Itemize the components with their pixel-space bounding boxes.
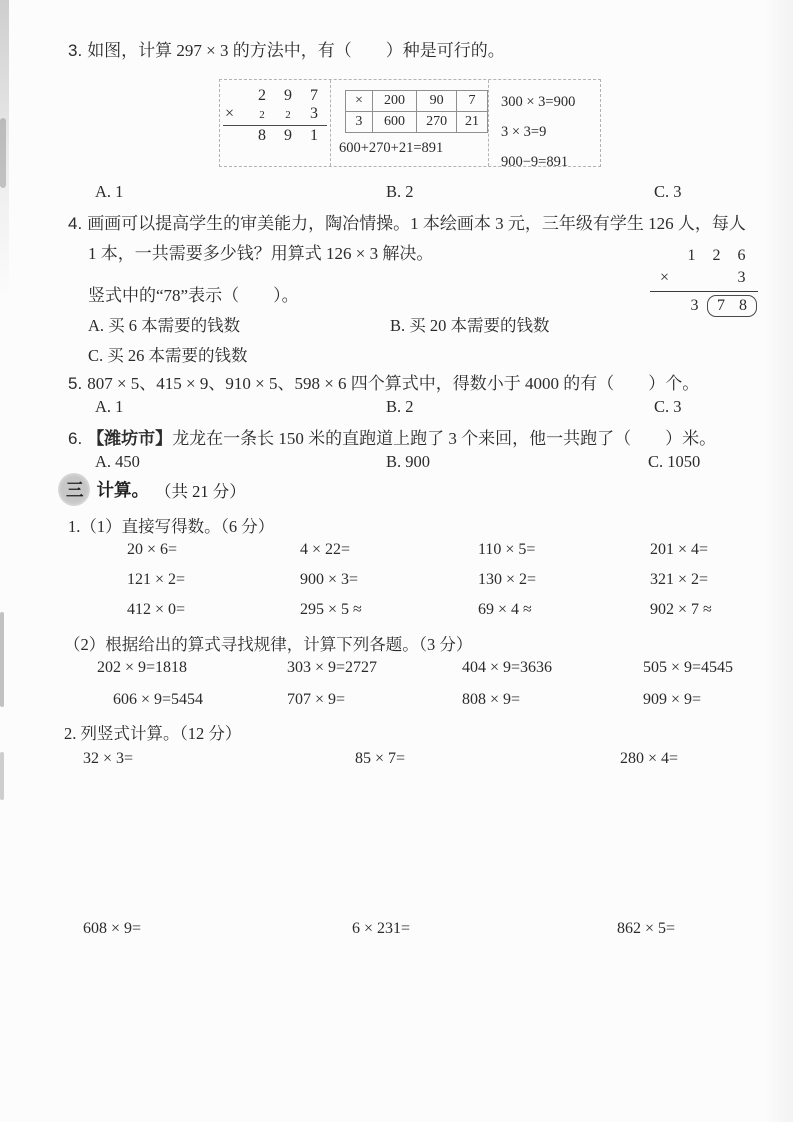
vc-top-row [650, 246, 758, 266]
table-cell: 90 [417, 91, 457, 112]
table-cell: 3 [346, 112, 373, 133]
question-3-text: 如图，计算 297 × 3 的方法中，有（ ）种是可行的。 [87, 41, 505, 60]
digit: 8 [739, 297, 747, 314]
vc-rule [650, 291, 758, 292]
scan-speck [0, 752, 4, 800]
question-5-text: 807 × 5、415 × 9、910 × 5、598 × 6 四个算式中，得数小于 4000 的有（ ）个。 [87, 374, 700, 393]
digit: 2 [258, 87, 266, 104]
carry-digit: 2 [285, 109, 291, 121]
vertical-expr: 280 × 4= [620, 750, 679, 767]
table-cell: 600 [372, 112, 416, 133]
question-6-number: 6. [68, 429, 83, 448]
q3-option-b: B. 2 [386, 182, 414, 201]
pattern-expr: 303 × 9=2727 [287, 659, 378, 676]
digit: 7 [717, 297, 725, 314]
q4-option-a: A. 买 6 本需要的钱数 [88, 316, 241, 335]
q5-option-b: B. 2 [386, 397, 414, 416]
vertical-result-row [223, 125, 327, 145]
question-5-number: 5. [68, 374, 83, 393]
city-tag: 【潍坊市】 [87, 429, 173, 448]
q5-option-c: C. 3 [654, 397, 682, 416]
direct-expr: 20 × 6= [127, 541, 178, 558]
vc-result-row [650, 295, 758, 317]
digit: 9 [284, 87, 292, 104]
estimate-line: 300 × 3=900 [501, 94, 576, 110]
direct-expr: 4 × 22= [300, 541, 351, 558]
direct-expr: 900 × 3= [300, 571, 359, 588]
direct-expr: 321 × 2= [650, 571, 709, 588]
digit: 3 [310, 105, 318, 122]
method-table-panel [331, 80, 489, 166]
scan-speck [0, 612, 4, 707]
vertical-expr: 6 × 231= [352, 920, 411, 937]
vc-multiplier-row [650, 266, 758, 288]
vertical-calc-label: 2. 列竖式计算。（12 分） [64, 724, 242, 743]
section-3-score: （共 21 分） [155, 481, 246, 501]
q4-option-c: C. 买 26 本需要的钱数 [88, 346, 248, 365]
question-6-text: 龙龙在一条长 150 米的直跑道上跑了 3 个来回，他一共跑了（ ）米。 [172, 429, 717, 448]
section-3-marker: 三 [62, 476, 88, 503]
direct-calc-label: 1.（1）直接写得数。（6 分） [68, 517, 275, 536]
q4-vertical-calc [650, 246, 758, 317]
question-3 [68, 36, 505, 61]
method-vertical-panel [220, 80, 331, 166]
pattern-expr: 404 × 9=3636 [462, 659, 553, 676]
section-3-header [62, 476, 246, 503]
direct-expr: 69 × 4 ≈ [478, 601, 532, 618]
digit: 6 [737, 247, 746, 264]
question-5 [68, 369, 699, 394]
digit: 9 [284, 127, 292, 144]
partial-products-sum: 600+270+21=891 [339, 140, 444, 156]
table-cell: × [346, 91, 373, 112]
q5-option-a: A. 1 [95, 397, 124, 416]
digit: 1 [687, 247, 696, 264]
question-6 [68, 424, 716, 449]
pattern-expr: 202 × 9=1818 [97, 659, 188, 676]
question-4-line2: 1 本，一共需要多少钱？用算式 126 × 3 解决。 [88, 244, 434, 263]
question-4 [68, 209, 746, 234]
digit: 7 [310, 87, 318, 104]
vertical-multiplier-row [223, 105, 327, 123]
pattern-expr: 707 × 9= [287, 691, 346, 708]
direct-expr: 412 × 0= [127, 601, 186, 618]
pattern-expr: 505 × 9=4545 [643, 659, 734, 676]
vertical-expr: 608 × 9= [83, 920, 142, 937]
question-4-line3: 竖式中的“78”表示（ ）。 [88, 286, 299, 305]
direct-expr: 130 × 2= [478, 571, 537, 588]
q4-option-b: B. 买 20 本需要的钱数 [390, 316, 550, 335]
vertical-expr: 85 × 7= [355, 750, 406, 767]
direct-expr: 295 × 5 ≈ [300, 601, 362, 618]
question-4-line1: 画画可以提高学生的审美能力，陶冶情操。1 本绘画本 3 元，三年级有学生 126 人，每人 [87, 214, 746, 233]
method-estimate-panel [489, 80, 600, 170]
direct-expr: 201 × 4= [650, 541, 709, 558]
q6-option-b: B. 900 [386, 452, 431, 471]
times-sign: × [660, 269, 670, 286]
pattern-expr: 909 × 9= [643, 691, 702, 708]
pattern-expr: 808 × 9= [462, 691, 521, 708]
q3-option-c: C. 3 [654, 182, 682, 201]
vertical-expr: 862 × 5= [617, 920, 676, 937]
q6-option-c: C. 1050 [648, 452, 701, 471]
scan-edge-shade [763, 0, 793, 1122]
table-cell: 7 [457, 91, 488, 112]
question-4-number: 4. [68, 214, 83, 233]
digit: 3 [690, 297, 699, 314]
digit: 3 [737, 269, 746, 286]
vertical-top-row [223, 87, 327, 105]
table-cell: 200 [372, 91, 416, 112]
vertical-expr: 32 × 3= [83, 750, 134, 767]
digit: 2 [712, 247, 721, 264]
methods-box [219, 79, 601, 170]
table-cell: 270 [417, 112, 457, 133]
pattern-expr: 606 × 9=5454 [113, 691, 204, 708]
question-3-number: 3. [68, 41, 83, 60]
highlight-78-box [707, 295, 757, 317]
partial-products-table [345, 90, 488, 133]
section-3-title: 计算。 [96, 480, 149, 500]
estimate-line: 3 × 3=9 [501, 124, 547, 140]
direct-expr: 110 × 5= [478, 541, 536, 558]
estimate-line: 900−9=891 [501, 154, 569, 170]
digit: 8 [258, 127, 266, 144]
pattern-calc-label: （2）根据给出的算式寻找规律，计算下列各题。（3 分） [64, 635, 473, 654]
q6-option-a: A. 450 [95, 452, 140, 471]
carry-digit: 2 [259, 109, 265, 121]
scan-speck [0, 118, 6, 188]
q3-option-a: A. 1 [95, 182, 124, 201]
times-sign: × [225, 105, 235, 122]
direct-expr: 121 × 2= [127, 571, 186, 588]
table-cell: 21 [457, 112, 488, 133]
digit: 1 [310, 127, 318, 144]
direct-expr: 902 × 7 ≈ [650, 601, 712, 618]
